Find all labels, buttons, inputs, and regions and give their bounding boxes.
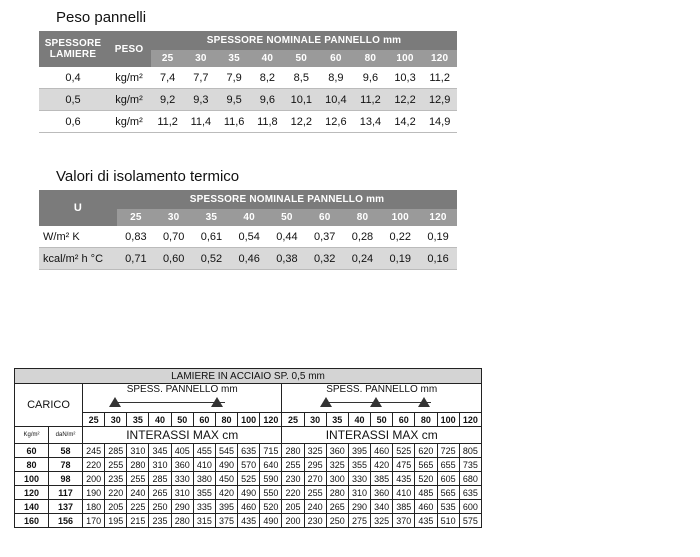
span-value: 475 <box>393 458 415 472</box>
span-value: 395 <box>215 500 237 514</box>
insulation-table <box>39 190 457 270</box>
unit-dan: daN/m² <box>49 427 83 444</box>
weight-value: 9,6 <box>251 89 284 111</box>
weight-value: 9,3 <box>184 89 217 111</box>
span-value: 680 <box>459 472 481 486</box>
unit-label: W/m² K <box>39 226 117 248</box>
u-value: 0,60 <box>155 248 193 270</box>
span-value: 310 <box>171 486 193 500</box>
thickness-header: 60 <box>319 50 354 67</box>
load-kg: 80 <box>15 458 49 472</box>
span-value: 545 <box>215 444 237 458</box>
span-value: 410 <box>193 458 215 472</box>
span-value: 715 <box>260 444 282 458</box>
u-value: 0,83 <box>117 226 155 248</box>
u-value: 0,46 <box>230 248 268 270</box>
load-dan: 58 <box>49 444 83 458</box>
span-value: 325 <box>304 444 326 458</box>
span-value: 240 <box>127 486 149 500</box>
thickness-header: 25 <box>117 209 155 226</box>
unit-label: kcal/m² h °C <box>39 248 117 270</box>
arrows-a <box>83 395 281 409</box>
lamiera-value: 0,6 <box>39 111 107 133</box>
span-value: 205 <box>282 500 304 514</box>
thickness-cell: 25 <box>282 413 304 427</box>
table-row <box>15 472 482 486</box>
load-dan: 117 <box>49 486 83 500</box>
span-value: 290 <box>171 500 193 514</box>
span-value: 240 <box>304 500 326 514</box>
span-value: 290 <box>348 500 370 514</box>
header-nominale: SPESSORE NOMINALE PANNELLO mm <box>151 31 457 50</box>
thickness-header: 100 <box>381 209 419 226</box>
weight-value: 12,2 <box>284 111 319 133</box>
span-value: 735 <box>459 458 481 472</box>
span-value: 275 <box>348 514 370 528</box>
u-value: 0,24 <box>344 248 382 270</box>
header-peso: PESO <box>107 31 151 67</box>
u-value: 0,22 <box>381 226 419 248</box>
thickness-cell: 35 <box>326 413 348 427</box>
span-value: 280 <box>171 514 193 528</box>
span-value: 270 <box>304 472 326 486</box>
thickness-cell: 40 <box>149 413 171 427</box>
span-value: 360 <box>326 444 348 458</box>
span-value: 535 <box>437 500 459 514</box>
unit-kg: Kg/m² <box>15 427 49 444</box>
load-dan: 137 <box>49 500 83 514</box>
weight-value: 11,8 <box>251 111 284 133</box>
weight-value: 7,7 <box>184 67 217 89</box>
u-value: 0,38 <box>268 248 306 270</box>
span-value: 525 <box>393 444 415 458</box>
weight-table <box>39 31 457 133</box>
thickness-cell: 25 <box>83 413 105 427</box>
unit-cell: kg/m² <box>107 111 151 133</box>
weight-value: 9,6 <box>353 67 388 89</box>
thickness-header: 80 <box>353 50 388 67</box>
weight-value: 12,6 <box>319 111 354 133</box>
spess-group-a <box>83 384 282 413</box>
span-value: 435 <box>238 514 260 528</box>
span-value: 805 <box>459 444 481 458</box>
thickness-header: 100 <box>388 50 423 67</box>
span-value: 460 <box>371 444 393 458</box>
span-value: 225 <box>127 500 149 514</box>
span-value: 200 <box>83 472 105 486</box>
span-value: 315 <box>193 514 215 528</box>
table-row <box>15 486 482 500</box>
load-kg: 140 <box>15 500 49 514</box>
span-value: 220 <box>105 486 127 500</box>
span-value: 200 <box>282 514 304 528</box>
span-value: 635 <box>459 486 481 500</box>
arrow-line <box>115 402 225 403</box>
span-value: 620 <box>415 444 437 458</box>
thickness-cell: 60 <box>193 413 215 427</box>
weight-value: 7,9 <box>218 67 251 89</box>
span-value: 280 <box>282 444 304 458</box>
thickness-header: 80 <box>344 209 382 226</box>
u-value: 0,54 <box>230 226 268 248</box>
span-value: 420 <box>371 458 393 472</box>
arrows-b <box>282 395 481 409</box>
span-value: 250 <box>326 514 348 528</box>
weight-value: 14,9 <box>422 111 457 133</box>
span-value: 590 <box>260 472 282 486</box>
weight-value: 11,6 <box>218 111 251 133</box>
weight-value: 8,5 <box>284 67 319 89</box>
span-value: 570 <box>238 458 260 472</box>
thickness-cell: 50 <box>371 413 393 427</box>
span-value: 255 <box>105 458 127 472</box>
span-value: 355 <box>193 486 215 500</box>
span-value: 255 <box>127 472 149 486</box>
thickness-cell: 40 <box>348 413 370 427</box>
table-row <box>15 514 482 528</box>
triangle-icon <box>370 397 382 407</box>
span-value: 235 <box>149 514 171 528</box>
span-value: 385 <box>371 472 393 486</box>
table-row <box>39 111 457 133</box>
triangle-icon <box>109 397 121 407</box>
thickness-header: 120 <box>422 50 457 67</box>
weight-value: 11,4 <box>184 111 217 133</box>
thickness-cell: 50 <box>171 413 193 427</box>
u-value: 0,28 <box>344 226 382 248</box>
span-value: 600 <box>459 500 481 514</box>
thickness-header: 50 <box>284 50 319 67</box>
span-value: 310 <box>127 444 149 458</box>
thickness-header: 35 <box>218 50 251 67</box>
lamiera-value: 0,5 <box>39 89 107 111</box>
span-value: 355 <box>348 458 370 472</box>
span-value: 265 <box>149 486 171 500</box>
span-value: 170 <box>83 514 105 528</box>
span-value: 220 <box>83 458 105 472</box>
weight-value: 8,2 <box>251 67 284 89</box>
thickness-header: 40 <box>230 209 268 226</box>
span-value: 180 <box>83 500 105 514</box>
load-kg: 160 <box>15 514 49 528</box>
span-value: 435 <box>393 472 415 486</box>
thickness-cell: 30 <box>304 413 326 427</box>
span-value: 345 <box>149 444 171 458</box>
lamiera-value: 0,4 <box>39 67 107 89</box>
carico-label: CARICO <box>15 384 83 427</box>
span-value: 285 <box>105 444 127 458</box>
span-value: 395 <box>348 444 370 458</box>
span-value: 490 <box>260 514 282 528</box>
span-value: 420 <box>215 486 237 500</box>
triangle-icon <box>211 397 223 407</box>
span-value: 280 <box>127 458 149 472</box>
span-value: 325 <box>326 458 348 472</box>
span-value: 605 <box>437 472 459 486</box>
span-value: 575 <box>459 514 481 528</box>
table-row <box>39 89 457 111</box>
thickness-header: 25 <box>151 50 184 67</box>
thickness-cell: 120 <box>459 413 481 427</box>
thickness-header: 35 <box>193 209 231 226</box>
table-row <box>15 500 482 514</box>
header-nominale: SPESSORE NOMINALE PANNELLO mm <box>117 190 457 209</box>
thickness-cell: 30 <box>105 413 127 427</box>
thickness-header: 40 <box>251 50 284 67</box>
span-value: 725 <box>437 444 459 458</box>
table-row <box>39 248 457 270</box>
span-value: 300 <box>326 472 348 486</box>
load-dan: 78 <box>49 458 83 472</box>
span-value: 525 <box>238 472 260 486</box>
span-value: 335 <box>193 500 215 514</box>
span-value: 245 <box>83 444 105 458</box>
span-value: 330 <box>171 472 193 486</box>
table-row <box>15 444 482 458</box>
span-value: 285 <box>149 472 171 486</box>
weight-value: 9,2 <box>151 89 184 111</box>
weight-value: 8,9 <box>319 67 354 89</box>
unit-cell: kg/m² <box>107 89 151 111</box>
thickness-cell: 80 <box>215 413 237 427</box>
table-row <box>39 226 457 248</box>
weight-value: 11,2 <box>151 111 184 133</box>
span-value: 655 <box>437 458 459 472</box>
triangle-icon <box>320 397 332 407</box>
span-value: 520 <box>260 500 282 514</box>
span-value: 565 <box>415 458 437 472</box>
spess-group-b <box>282 384 482 413</box>
thickness-cell: 35 <box>127 413 149 427</box>
load-dan: 98 <box>49 472 83 486</box>
span-value: 460 <box>238 500 260 514</box>
span-value: 195 <box>105 514 127 528</box>
weight-value: 10,4 <box>319 89 354 111</box>
span-value: 330 <box>348 472 370 486</box>
u-value: 0,19 <box>419 226 457 248</box>
span-value: 340 <box>371 500 393 514</box>
u-value: 0,71 <box>117 248 155 270</box>
triangle-icon <box>418 397 430 407</box>
insulation-title: Valori di isolamento termico <box>56 168 240 185</box>
span-value: 250 <box>149 500 171 514</box>
header-spessore-lamiere: SPESSORE LAMIERE <box>39 31 107 67</box>
span-value: 265 <box>326 500 348 514</box>
thickness-cell: 100 <box>437 413 459 427</box>
span-value: 255 <box>304 486 326 500</box>
u-value: 0,52 <box>193 248 231 270</box>
span-value: 385 <box>393 500 415 514</box>
span-value: 360 <box>171 458 193 472</box>
weight-value: 7,4 <box>151 67 184 89</box>
weight-value: 12,9 <box>422 89 457 111</box>
span-value: 370 <box>393 514 415 528</box>
span-value: 410 <box>393 486 415 500</box>
thickness-cell: 80 <box>415 413 437 427</box>
span-value: 510 <box>437 514 459 528</box>
thickness-cell: 60 <box>393 413 415 427</box>
span-value: 215 <box>127 514 149 528</box>
span-value: 375 <box>215 514 237 528</box>
span-value: 190 <box>83 486 105 500</box>
span-value: 550 <box>260 486 282 500</box>
span-value: 310 <box>348 486 370 500</box>
span-value: 325 <box>371 514 393 528</box>
header-u: U <box>39 190 117 226</box>
span-value: 360 <box>371 486 393 500</box>
weight-value: 10,3 <box>388 67 423 89</box>
span-value: 485 <box>415 486 437 500</box>
span-value: 205 <box>105 500 127 514</box>
u-value: 0,19 <box>381 248 419 270</box>
thickness-header: 60 <box>306 209 344 226</box>
interassi-b: INTERASSI MAX cm <box>282 427 482 444</box>
span-value: 490 <box>238 486 260 500</box>
u-value: 0,32 <box>306 248 344 270</box>
span-value: 255 <box>282 458 304 472</box>
load-dan: 156 <box>49 514 83 528</box>
unit-cell: kg/m² <box>107 67 151 89</box>
span-value: 520 <box>415 472 437 486</box>
thickness-header: 30 <box>184 50 217 67</box>
load-kg: 100 <box>15 472 49 486</box>
spans-table <box>14 368 482 528</box>
weight-value: 11,2 <box>422 67 457 89</box>
table-row <box>39 67 457 89</box>
u-value: 0,44 <box>268 226 306 248</box>
span-value: 565 <box>437 486 459 500</box>
span-value: 235 <box>105 472 127 486</box>
span-value: 635 <box>238 444 260 458</box>
span-value: 455 <box>193 444 215 458</box>
thickness-header: 50 <box>268 209 306 226</box>
interassi-a: INTERASSI MAX cm <box>83 427 282 444</box>
weight-value: 14,2 <box>388 111 423 133</box>
thickness-cell: 120 <box>260 413 282 427</box>
load-kg: 60 <box>15 444 49 458</box>
span-value: 230 <box>282 472 304 486</box>
thickness-header: 30 <box>155 209 193 226</box>
span-value: 490 <box>215 458 237 472</box>
span-value: 380 <box>193 472 215 486</box>
spess-label: SPESS. PANNELLO mm <box>126 384 238 395</box>
thickness-header: 120 <box>419 209 457 226</box>
weight-value: 10,1 <box>284 89 319 111</box>
span-value: 220 <box>282 486 304 500</box>
weight-value: 9,5 <box>218 89 251 111</box>
table-row <box>15 458 482 472</box>
span-value: 435 <box>415 514 437 528</box>
span-value: 310 <box>149 458 171 472</box>
span-value: 460 <box>415 500 437 514</box>
u-value: 0,61 <box>193 226 231 248</box>
span-value: 295 <box>304 458 326 472</box>
span-value: 640 <box>260 458 282 472</box>
span-value: 450 <box>215 472 237 486</box>
u-value: 0,37 <box>306 226 344 248</box>
span-value: 230 <box>304 514 326 528</box>
load-kg: 120 <box>15 486 49 500</box>
thickness-cell: 100 <box>238 413 260 427</box>
weight-value: 13,4 <box>353 111 388 133</box>
weight-value: 11,2 <box>353 89 388 111</box>
weight-value: 12,2 <box>388 89 423 111</box>
span-value: 405 <box>171 444 193 458</box>
weight-title: Peso pannelli <box>56 9 147 26</box>
spans-title: LAMIERE IN ACCIAIO SP. 0,5 mm <box>15 369 482 384</box>
spess-label: SPESS. PANNELLO mm <box>326 384 438 395</box>
span-value: 280 <box>326 486 348 500</box>
u-value: 0,70 <box>155 226 193 248</box>
u-value: 0,16 <box>419 248 457 270</box>
